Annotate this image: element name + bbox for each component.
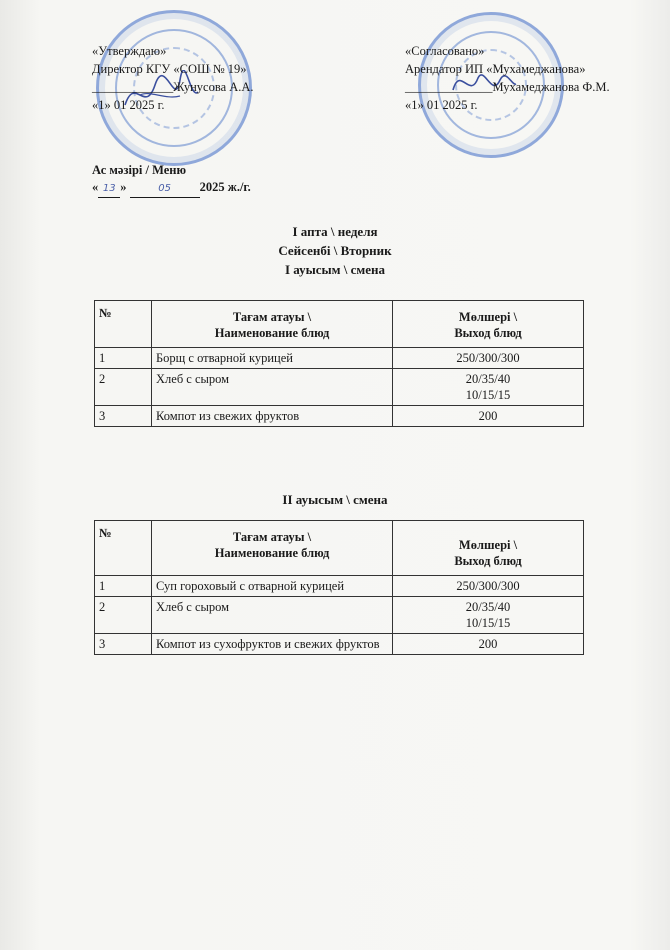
- row-output: [393, 369, 584, 406]
- table-header-row: [95, 521, 584, 576]
- menu-title: Ас мәзірі / Меню: [92, 163, 187, 177]
- heading-shift1: I ауысым \ смена: [284, 262, 386, 277]
- approval-right-line3: ______________Мухамеджанова Ф.М.: [405, 80, 610, 94]
- row-dish: Суп гороховый с отварной курицей: [152, 576, 393, 597]
- menu-title-block: [92, 162, 251, 198]
- approval-left-line3: _____________Жунусова А.А.: [92, 80, 254, 94]
- row-dish: Компот из сухофруктов и свежих фруктов: [152, 634, 393, 655]
- header-output-kz: Мөлшері \: [458, 310, 518, 324]
- header-no: №: [95, 301, 152, 348]
- row-output-1: 250/300/300: [456, 351, 520, 365]
- heading-shift2: II ауысым \ смена: [282, 492, 388, 507]
- row-dish: Борщ с отварной курицей: [152, 348, 393, 369]
- header-output-kz: Мөлшері \: [458, 538, 518, 552]
- row-dish: Компот из свежих фруктов: [152, 406, 393, 427]
- header-name: [152, 521, 393, 576]
- table-row: [95, 348, 584, 369]
- row-dish: Хлеб с сыром: [152, 597, 393, 634]
- approval-right-line4: «1» 01 2025 г.: [405, 98, 478, 112]
- approval-left-line1: «Утверждаю»: [92, 44, 167, 58]
- row-output-1: 20/35/40: [465, 600, 511, 614]
- date-open: «: [92, 180, 99, 194]
- header-output-ru: Выход блюд: [454, 326, 522, 340]
- approval-right-line1: «Согласовано»: [405, 44, 485, 58]
- approval-block-right: [405, 42, 610, 114]
- table-row: [95, 576, 584, 597]
- date-day-field: [98, 179, 120, 198]
- table-header-row: [95, 301, 584, 348]
- row-no: 1: [95, 576, 152, 597]
- row-no: 3: [95, 634, 152, 655]
- table-row: [95, 597, 584, 634]
- row-no: 1: [95, 348, 152, 369]
- approval-right-line2: Арендатор ИП «Мухамеджанова»: [405, 62, 586, 76]
- approval-block-left: [92, 42, 254, 114]
- heading-shift2-block: [0, 490, 670, 509]
- heading-day: Сейсенбі \ Вторник: [278, 243, 392, 258]
- heading-week: I апта \ неделя: [292, 224, 378, 239]
- row-output: [393, 576, 584, 597]
- menu-date: [92, 179, 251, 198]
- table-row: [95, 634, 584, 655]
- row-output: [393, 348, 584, 369]
- date-year: 2025 ж./г.: [199, 180, 251, 194]
- menu-table-shift2: [94, 520, 584, 655]
- row-output-1: 20/35/40: [465, 372, 511, 386]
- header-name: [152, 301, 393, 348]
- row-output: [393, 406, 584, 427]
- header-output: [393, 301, 584, 348]
- table-row: [95, 369, 584, 406]
- date-mid: »: [120, 180, 130, 194]
- header-output: [393, 521, 584, 576]
- row-output-1: 250/300/300: [456, 579, 520, 593]
- row-output: [393, 634, 584, 655]
- row-no: 3: [95, 406, 152, 427]
- row-no: 2: [95, 369, 152, 406]
- heading-block: [0, 222, 670, 279]
- menu-table-shift1: [94, 300, 584, 427]
- table-row: [95, 406, 584, 427]
- row-output-1: 200: [478, 637, 498, 651]
- row-no: 2: [95, 597, 152, 634]
- header-name-kz: Тағам атауы \: [232, 310, 312, 324]
- date-month-field: [130, 179, 200, 198]
- approval-left-line2: Директор КГУ «СОШ № 19»: [92, 62, 247, 76]
- row-dish: Хлеб с сыром: [152, 369, 393, 406]
- row-output-1: 200: [478, 409, 498, 423]
- header-name-kz: Тағам атауы \: [232, 530, 312, 544]
- approval-left-line4: «1» 01 2025 г.: [92, 98, 165, 112]
- date-day: 13: [102, 183, 116, 194]
- header-name-ru: Наименование блюд: [214, 326, 330, 340]
- date-month: 05: [158, 183, 171, 194]
- row-output-2: 10/15/15: [465, 616, 511, 630]
- header-no: №: [95, 521, 152, 576]
- row-output-2: 10/15/15: [465, 388, 511, 402]
- header-output-ru: Выход блюд: [454, 554, 522, 568]
- row-output: [393, 597, 584, 634]
- header-name-ru: Наименование блюд: [214, 546, 330, 560]
